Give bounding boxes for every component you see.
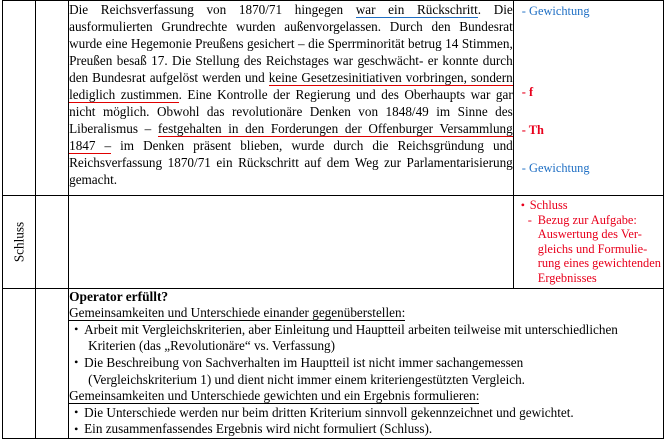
seg-underline-blue-1: war ein Rückschritt: [355, 2, 478, 17]
bullet-line-1: Arbeit mit Vergleichskriterien, aber Einleitung und Hauptteil arbeiten teilweise mit unterschiedlichen: [84, 321, 618, 337]
annotation-item-line-4: rung eines gewichtenden: [537, 256, 661, 271]
annotation-list-schluss: [514, 196, 663, 288]
operator-marker-cell: [36, 289, 69, 439]
annotation-cell-main: [513, 1, 663, 196]
annotation-item-line-1: - Bezug zur Aufgabe:: [537, 212, 637, 227]
operator-subtitle-2: [69, 388, 663, 405]
bullet-line-2: Kriterien (das „Revolutionäre“ vs. Verfassung): [88, 338, 336, 354]
annotation-item-line-2: Auswertung des Ver-: [537, 227, 642, 242]
list-item: [74, 421, 663, 438]
list-item: [74, 405, 663, 422]
seg-underline-red-1: keine Gesetzesinitiativen vorbringen, sondern lediglich zustimmen: [69, 70, 513, 103]
row-vertical-label-schluss: Schluss: [11, 221, 27, 263]
main-paragraph: [69, 1, 513, 189]
list-item: [74, 322, 663, 355]
annotation-marker: -: [521, 161, 526, 175]
seg-underline-red-2: festgehalten in den Forderungen der Offenburger Versammlung 1847 –: [69, 121, 513, 154]
operator-title: Operator erfüllt?: [69, 289, 169, 304]
annotation-heading-schluss: • Schluss: [521, 198, 659, 213]
schluss-text-cell: [69, 196, 514, 289]
table-row-operator: [3, 289, 664, 439]
table-row-main: [3, 1, 664, 196]
operator-subtitle-1: [69, 305, 663, 322]
operator-bullet-list-1: [69, 322, 663, 388]
seg-plain-1: Die Reichsverfassung von 1870/71 hingegen: [69, 2, 356, 17]
bullet-line-1: Die Beschreibung von Sachverhalten im Hauptteil ist nicht immer sachangemessen: [84, 354, 524, 370]
operator-subtitle-1-text: Gemeinsamkeiten und Unterschiede einander gegenüberstellen:: [69, 305, 406, 321]
annotation-cell-schluss: [513, 196, 663, 289]
list-item: [74, 355, 663, 388]
annotation-label: Gewichtung: [529, 161, 590, 175]
annotation-th: [522, 123, 544, 138]
row-label-cell-main: [3, 1, 36, 196]
table-row-schluss: [3, 196, 664, 289]
bullet-line-1: Die Unterschiede werden nur beim dritten Kriterium sinnvoll gekennzeichnet und gewichtet.: [84, 404, 574, 420]
annotation-item-schluss: [521, 213, 659, 286]
seg-plain-3: . Eine Kontrolle der Regierung und des Oberhaupts war gar nicht möglich. Obwohl das revolutionäre Denken von 1848/49 im Sinne des Liberalismus –: [69, 87, 513, 137]
bullet-line-2: (Vergleichskriterium 1) und dient nicht immer einem kriteriengestützten Vergleich.: [88, 371, 525, 387]
row-label-cell-schluss: [3, 196, 36, 289]
row-marker-cell-schluss: [36, 196, 69, 289]
main-text-cell: [69, 1, 514, 196]
operator-bullet-list-2: [69, 405, 663, 438]
annotation-marker: -: [521, 85, 526, 99]
annotation-marker: -: [521, 123, 526, 137]
operator-subtitle-2-text: Gemeinsamkeiten und Unterschiede gewichten und ein Ergebnis formulieren:: [69, 388, 480, 404]
assessment-table: [2, 0, 664, 439]
annotation-label: f: [529, 85, 534, 99]
row-marker-cell-main: [36, 1, 69, 196]
annotation-f: [522, 85, 533, 100]
annotation-label: Th: [528, 123, 544, 137]
seg-plain-2: . Die ausformulierten Grundrechte wurden außenvorgelassen. Durch den Bundesrat wurde eine Hegemonie Preußens gesichert – die Sperrminorität betrug 14 Stimmen, Preußen besaß 17. Die Stellung des Reichstages war geschwächt- er konnte durch den Bundesrat aufgelöst werden und: [69, 2, 513, 86]
annotation-gewichtung-1: [522, 4, 590, 19]
annotation-item-line-3: gleichs und Formulie-: [537, 241, 648, 256]
operator-content-cell: [69, 289, 664, 439]
annotation-item-line-5: Ergebnisses: [537, 270, 597, 285]
operator-label-cell: [3, 289, 36, 439]
bullet-line-1: Ein zusammenfassendes Ergebnis wird nicht formuliert (Schluss).: [84, 421, 433, 437]
annotation-marker: -: [521, 4, 526, 18]
seg-plain-4: im Denken präsent blieben, wurde durch die Reichsgründung und Reichsverfassung 1870/71 ein Rückschritt auf dem Weg zur Parlamentarisierung gemacht.: [69, 138, 513, 188]
annotation-label: Gewichtung: [529, 4, 590, 18]
annotation-gewichtung-2: [522, 161, 590, 176]
